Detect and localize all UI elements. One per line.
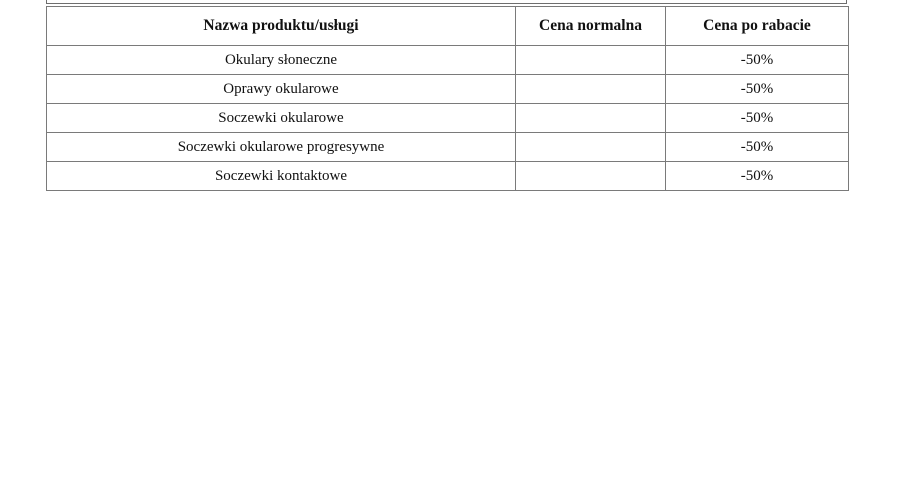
product-name-cell: Okulary słoneczne — [47, 46, 516, 75]
header-discount-price: Cena po rabacie — [666, 7, 849, 46]
table-header-row — [47, 7, 849, 46]
discount-price-cell: -50% — [666, 162, 849, 191]
previous-table-edge — [46, 0, 847, 4]
product-name-cell: Oprawy okularowe — [47, 75, 516, 104]
discount-price-cell: -50% — [666, 46, 849, 75]
product-name-cell: Soczewki okularowe — [47, 104, 516, 133]
table-row — [47, 75, 849, 104]
product-name-cell: Soczewki okularowe progresywne — [47, 133, 516, 162]
table-row — [47, 46, 849, 75]
normal-price-cell — [516, 46, 666, 75]
normal-price-cell — [516, 75, 666, 104]
normal-price-cell — [516, 104, 666, 133]
discount-price-cell: -50% — [666, 75, 849, 104]
discount-price-cell: -50% — [666, 133, 849, 162]
header-normal-price: Cena normalna — [516, 7, 666, 46]
table-row — [47, 162, 849, 191]
table-row — [47, 133, 849, 162]
header-product-name: Nazwa produktu/usługi — [47, 7, 516, 46]
table-row — [47, 104, 849, 133]
discount-price-cell: -50% — [666, 104, 849, 133]
product-name-cell: Soczewki kontaktowe — [47, 162, 516, 191]
normal-price-cell — [516, 133, 666, 162]
normal-price-cell — [516, 162, 666, 191]
price-table — [46, 6, 849, 191]
